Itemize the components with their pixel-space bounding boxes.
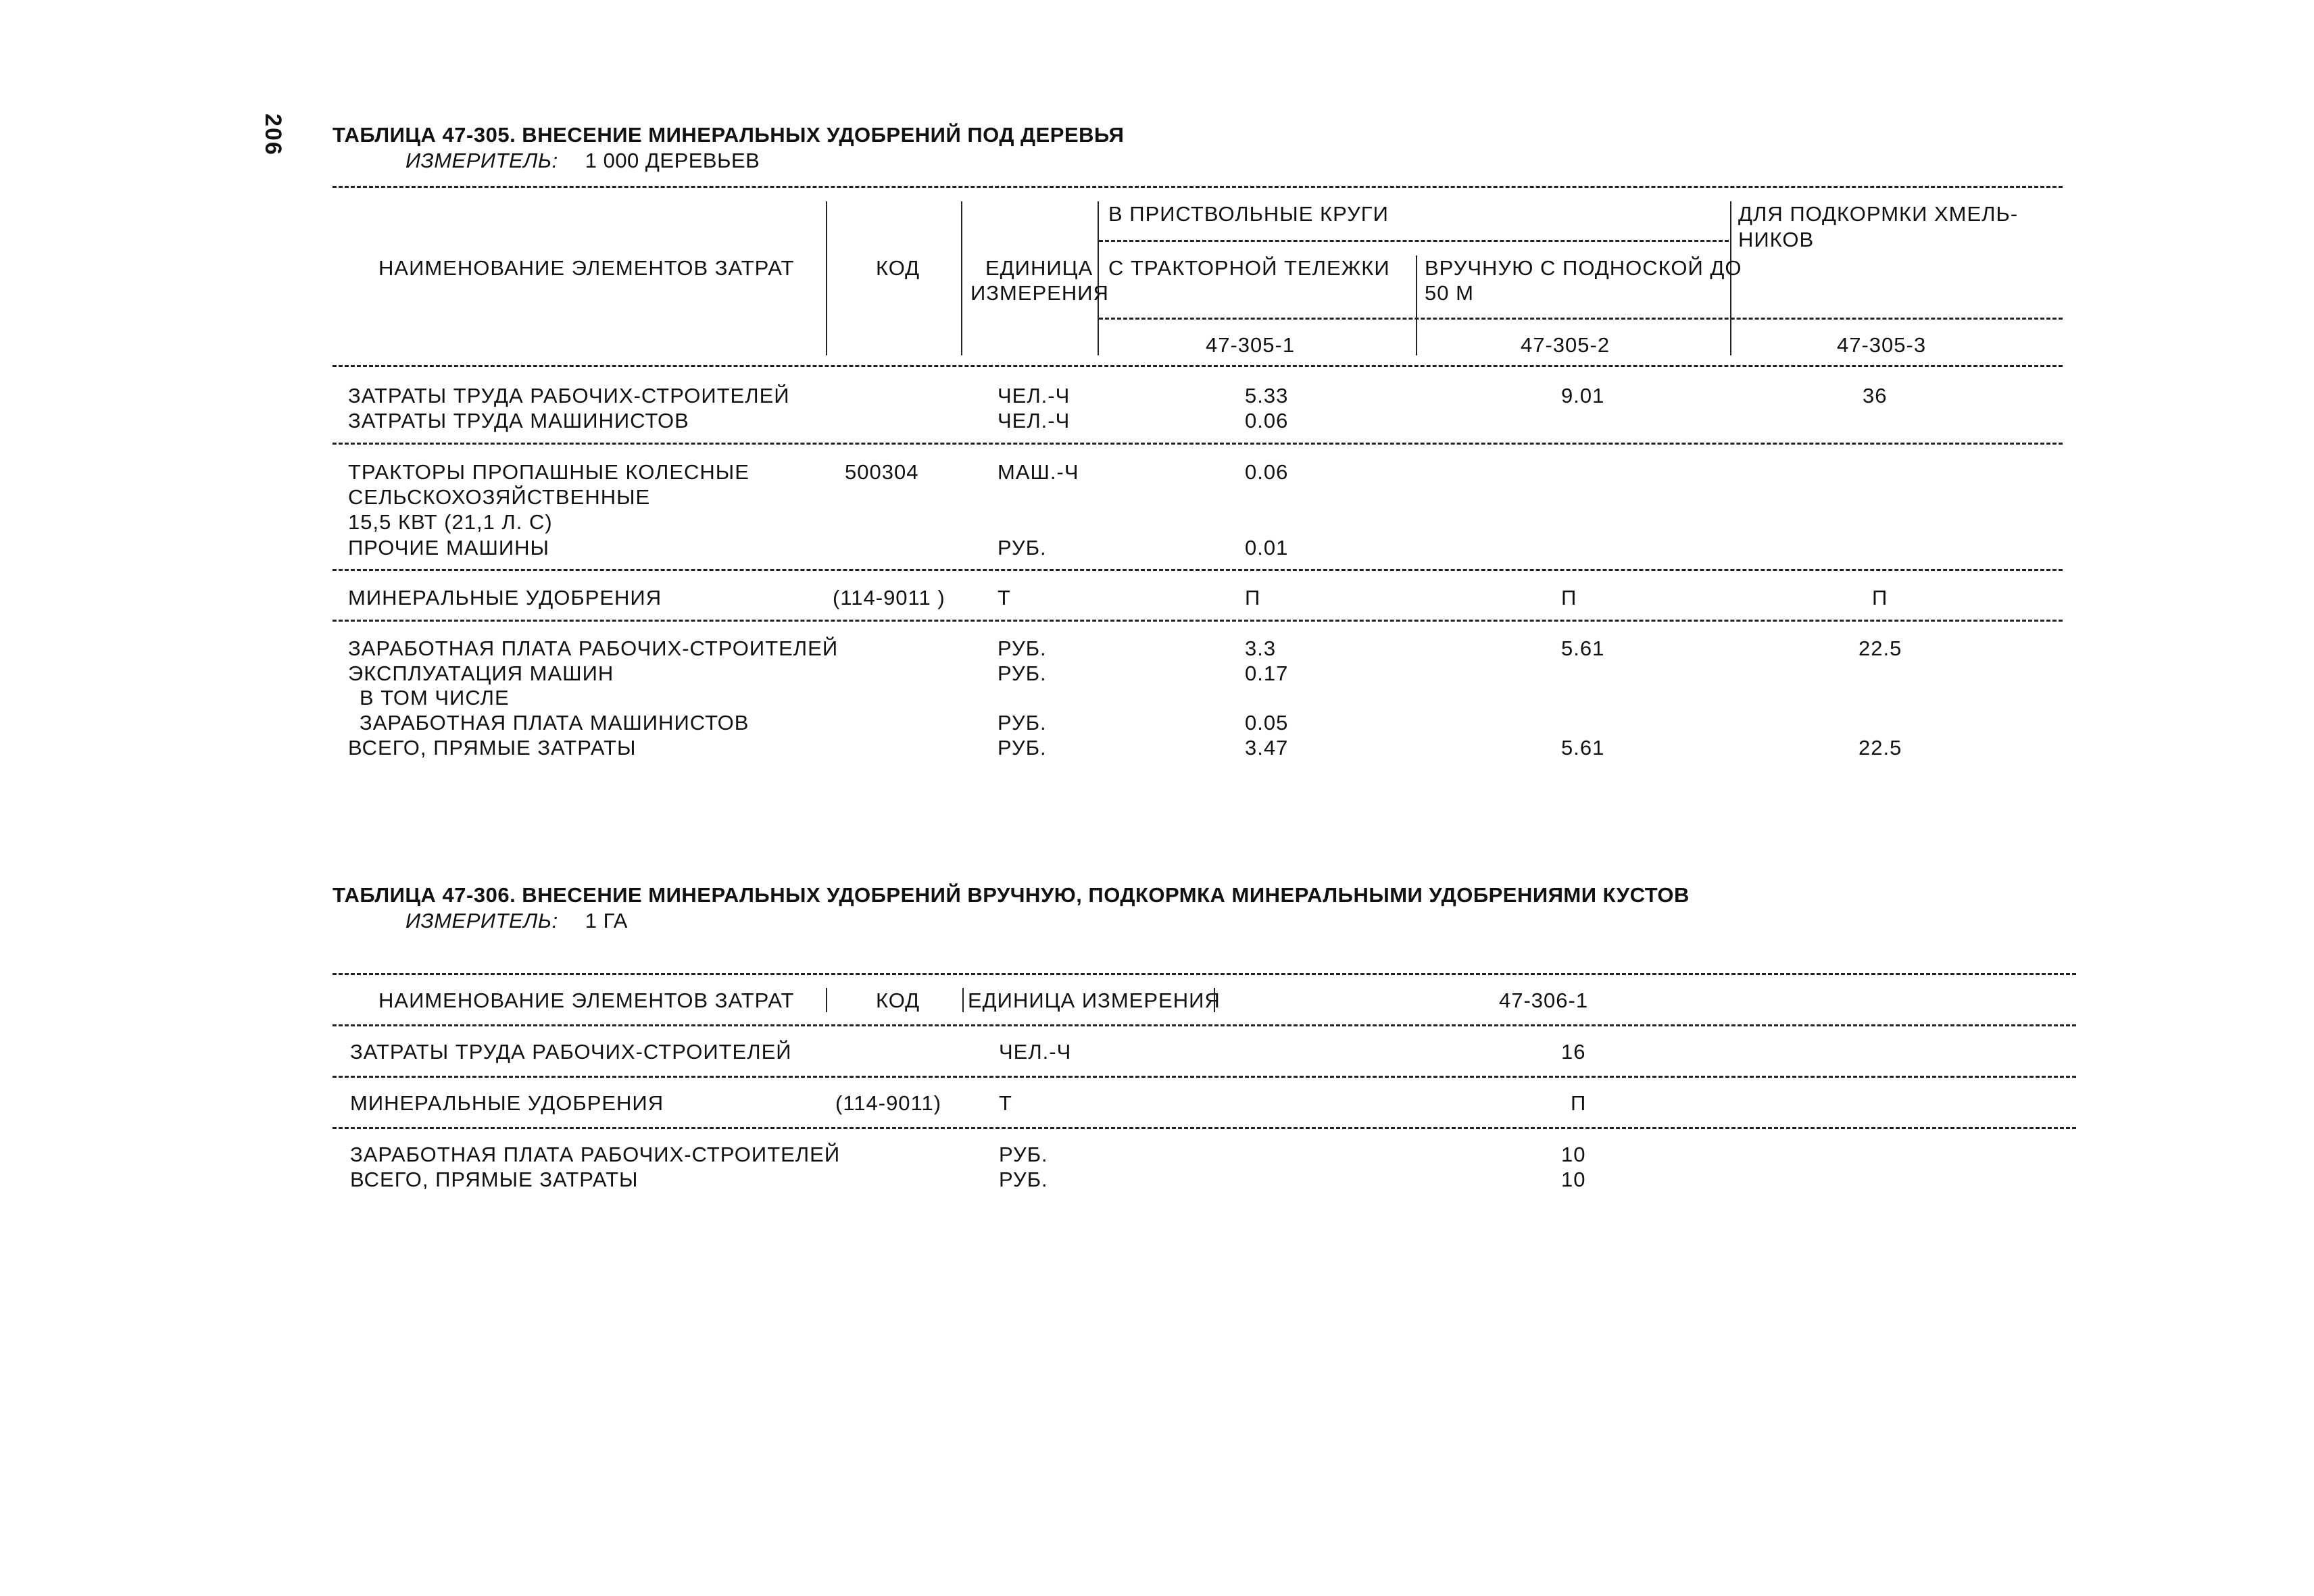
table2-header-divider bbox=[962, 988, 964, 1012]
table1-col-id: 47-305-2 bbox=[1521, 333, 1610, 357]
table1-header-subrule bbox=[1099, 318, 2063, 320]
table-row-unit: РУБ. bbox=[999, 1143, 1048, 1166]
table1-header-group: ДЛЯ ПОДКОРМКИ ХМЕЛЬ- bbox=[1738, 202, 2019, 226]
table-row-unit: РУБ. bbox=[998, 536, 1047, 559]
table1-header-unit: ИЗМЕРЕНИЯ bbox=[970, 281, 1109, 305]
table-cell-value: 22.5 bbox=[1858, 736, 1902, 759]
table1-header-divider bbox=[1098, 201, 1099, 355]
table1-header-code: КОД bbox=[876, 256, 920, 280]
table1-header-subcol: 50 М bbox=[1425, 281, 1474, 305]
table-row-unit: РУБ. bbox=[998, 662, 1047, 685]
table-cell-value: 22.5 bbox=[1858, 637, 1902, 660]
table1-header-subcol: ВРУЧНУЮ С ПОДНОСКОЙ ДО bbox=[1425, 256, 1742, 280]
table1-col-id: 47-305-3 bbox=[1837, 333, 1927, 357]
table2-title: ТАБЛИЦА 47-306. ВНЕСЕНИЕ МИНЕРАЛЬНЫХ УДОБРЕНИЙ ВРУЧНУЮ, ПОДКОРМКА МИНЕРАЛЬНЫМИ УДОБРЕНИЯМИ КУСТОВ bbox=[333, 883, 1690, 907]
table-row-name: 15,5 КВТ (21,1 Л. С) bbox=[348, 510, 553, 534]
table1-top-rule bbox=[333, 186, 2063, 188]
table1-header-group: НИКОВ bbox=[1738, 228, 1815, 251]
table1-measure-label: ИЗМЕРИТЕЛЬ: bbox=[405, 149, 558, 172]
table-cell-value: 10 bbox=[1561, 1143, 1586, 1166]
table2-col-id: 47-306-1 bbox=[1499, 989, 1589, 1012]
table-row-name: ЗАТРАТЫ ТРУДА РАБОЧИХ-СТРОИТЕЛЕЙ bbox=[348, 384, 790, 407]
table-row-name: ТРАКТОРЫ ПРОПАШНЫЕ КОЛЕСНЫЕ bbox=[348, 460, 749, 484]
table-row-name: В ТОМ ЧИСЛЕ bbox=[360, 686, 510, 709]
table-row-name: ЗАРАБОТНАЯ ПЛАТА МАШИНИСТОВ bbox=[360, 711, 749, 734]
table-cell-value: П bbox=[1571, 1091, 1587, 1115]
table-row-unit: Т bbox=[998, 586, 1011, 609]
table-cell-value: 9.01 bbox=[1561, 384, 1605, 407]
table-row-unit: ЧЕЛ.-Ч bbox=[999, 1040, 1072, 1064]
table1-header-group: В ПРИСТВОЛЬНЫЕ КРУГИ bbox=[1108, 202, 1389, 226]
table-row-unit: РУБ. bbox=[999, 1168, 1048, 1191]
table1-header-name: НАИМЕНОВАНИЕ ЭЛЕМЕНТОВ ЗАТРАТ bbox=[378, 256, 795, 280]
table1-header-subcol: С ТРАКТОРНОЙ ТЕЛЕЖКИ bbox=[1108, 256, 1390, 280]
table-row-code: (114-9011) bbox=[835, 1091, 942, 1115]
table-row-unit: ЧЕЛ.-Ч bbox=[998, 384, 1070, 407]
table-cell-value: 3.3 bbox=[1245, 637, 1277, 660]
table-row-code: (114-9011 ) bbox=[833, 586, 945, 609]
table-cell-value: П bbox=[1561, 586, 1577, 609]
table1-row-rule bbox=[333, 569, 2063, 571]
table1-header-divider bbox=[826, 201, 827, 355]
table2-header-code: КОД bbox=[876, 989, 920, 1012]
table-cell-value: 5.61 bbox=[1561, 637, 1605, 660]
table-cell-value: 0.06 bbox=[1245, 460, 1289, 484]
table1-col-id: 47-305-1 bbox=[1206, 333, 1296, 357]
table1-row-rule bbox=[333, 620, 2063, 622]
table2-row-rule bbox=[333, 1127, 2076, 1129]
table-cell-value: 0.06 bbox=[1245, 409, 1289, 432]
table1-header-unit: ЕДИНИЦА bbox=[985, 256, 1093, 280]
table1-title: ТАБЛИЦА 47-305. ВНЕСЕНИЕ МИНЕРАЛЬНЫХ УДОБРЕНИЙ ПОД ДЕРЕВЬЯ bbox=[333, 123, 1125, 147]
table-row-name: ВСЕГО, ПРЯМЫЕ ЗАТРАТЫ bbox=[350, 1168, 639, 1191]
table-cell-value: 3.47 bbox=[1245, 736, 1289, 759]
table1-header-bottom-rule bbox=[333, 365, 2063, 367]
table2-header-divider bbox=[1214, 988, 1215, 1012]
table-row-name: ЗАТРАТЫ ТРУДА РАБОЧИХ-СТРОИТЕЛЕЙ bbox=[350, 1040, 792, 1064]
table1-row-rule bbox=[333, 443, 2063, 445]
table-row-code: 500304 bbox=[845, 460, 919, 484]
table-cell-value: П bbox=[1245, 586, 1261, 609]
table-row-name: ЗАТРАТЫ ТРУДА МАШИНИСТОВ bbox=[348, 409, 689, 432]
table-cell-value: 16 bbox=[1561, 1040, 1586, 1064]
table-cell-value: 5.61 bbox=[1561, 736, 1605, 759]
table2-measure-label: ИЗМЕРИТЕЛЬ: bbox=[405, 909, 558, 932]
table1-header-divider bbox=[1416, 255, 1417, 355]
table-cell-value: 0.01 bbox=[1245, 536, 1289, 559]
table-row-name: ПРОЧИЕ МАШИНЫ bbox=[348, 536, 549, 559]
table-row-unit: ЧЕЛ.-Ч bbox=[998, 409, 1070, 432]
table-row-unit: Т bbox=[999, 1091, 1012, 1115]
table2-header-bottom-rule bbox=[333, 1024, 2076, 1026]
table2-measure bbox=[405, 909, 628, 933]
table-row-name: ЗАРАБОТНАЯ ПЛАТА РАБОЧИХ-СТРОИТЕЛЕЙ bbox=[350, 1143, 841, 1166]
table-row-name: ЗАРАБОТНАЯ ПЛАТА РАБОЧИХ-СТРОИТЕЛЕЙ bbox=[348, 637, 839, 660]
table-row-name: ВСЕГО, ПРЯМЫЕ ЗАТРАТЫ bbox=[348, 736, 637, 759]
table-cell-value: 5.33 bbox=[1245, 384, 1289, 407]
table-row-unit: РУБ. bbox=[998, 736, 1047, 759]
table-cell-value: 10 bbox=[1561, 1168, 1586, 1191]
table-row-unit: РУБ. bbox=[998, 711, 1047, 734]
table-row-name: СЕЛЬСКОХОЗЯЙСТВЕННЫЕ bbox=[348, 485, 651, 509]
table-cell-value: 36 bbox=[1863, 384, 1888, 407]
table1-header-divider bbox=[961, 201, 962, 355]
table-row-name: МИНЕРАЛЬНЫЕ УДОБРЕНИЯ bbox=[348, 586, 662, 609]
table-cell-value: 0.05 bbox=[1245, 711, 1289, 734]
table-row-unit: МАШ.-Ч bbox=[998, 460, 1079, 484]
table1-measure bbox=[405, 149, 760, 173]
table-cell-value: 0.17 bbox=[1245, 662, 1289, 685]
table2-header-name: НАИМЕНОВАНИЕ ЭЛЕМЕНТОВ ЗАТРАТ bbox=[378, 989, 795, 1012]
table2-top-rule bbox=[333, 973, 2076, 975]
table-row-name: ЭКСПЛУАТАЦИЯ МАШИН bbox=[348, 662, 614, 685]
table-row-unit: РУБ. bbox=[998, 637, 1047, 660]
table1-measure-value: 1 000 ДЕРЕВЬЕВ bbox=[585, 149, 760, 172]
table2-header-unit: ЕДИНИЦА ИЗМЕРЕНИЯ bbox=[968, 989, 1221, 1012]
table2-header-divider bbox=[826, 988, 827, 1012]
page-number: 206 bbox=[260, 114, 286, 156]
table-cell-value: П bbox=[1872, 586, 1888, 609]
table2-row-rule bbox=[333, 1076, 2076, 1078]
table-row-name: МИНЕРАЛЬНЫЕ УДОБРЕНИЯ bbox=[350, 1091, 664, 1115]
table2-measure-value: 1 ГА bbox=[585, 909, 628, 932]
table1-header-subrule bbox=[1099, 240, 1729, 242]
